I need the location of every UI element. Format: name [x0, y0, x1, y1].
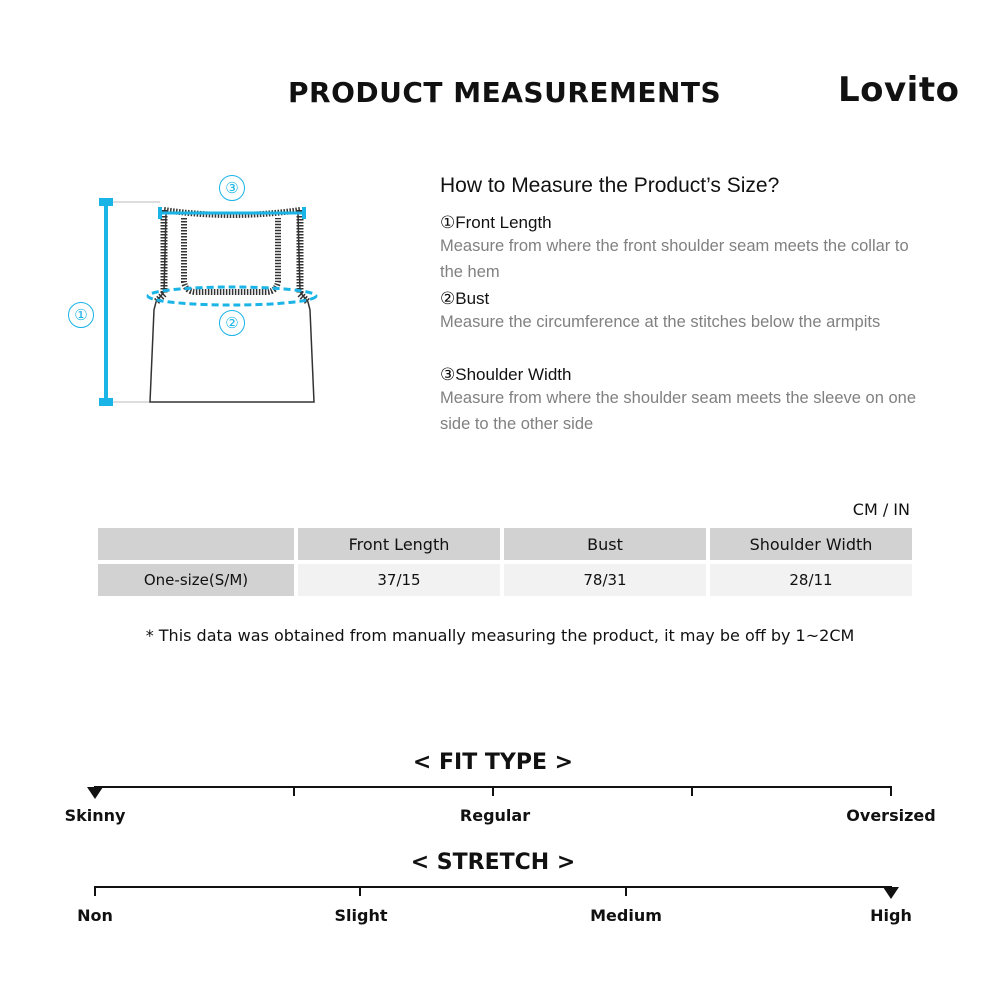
stretch-label-non: Non — [77, 906, 113, 925]
marker-shoulder-width: ③ — [219, 175, 245, 201]
fit-type-tick — [890, 786, 892, 796]
measure-description: Measure from where the shoulder seam meets the sleeve on one side to the other side — [440, 389, 917, 433]
stretch-label-high: High — [870, 906, 912, 925]
stretch-tick — [625, 886, 627, 896]
stretch-tick — [94, 886, 96, 896]
fit-type-label-skinny: Skinny — [64, 806, 126, 825]
measure-description: Measure the circumference at the stitches below the armpits — [440, 313, 881, 331]
left-strap — [156, 210, 164, 302]
fit-type-label-regular: Regular — [459, 806, 531, 825]
how-to-title: How to Measure the Product’s Size? — [440, 174, 780, 197]
fit-type-tick — [691, 786, 693, 796]
table-cell-shoulder-width: 28/11 — [710, 564, 912, 596]
fit-type-tick — [492, 786, 494, 796]
measure-label: ③Shoulder Width — [440, 365, 572, 384]
stretch-label-medium: Medium — [590, 906, 662, 925]
stretch-title: < STRETCH > — [410, 850, 576, 875]
measure-item-bust — [440, 288, 920, 336]
table-cell-bust: 78/31 — [504, 564, 706, 596]
fit-type-title: < FIT TYPE > — [412, 750, 574, 775]
measure-description: Measure from where the front shoulder seam meets the collar to the hem — [440, 237, 909, 281]
table-header-bust: Bust — [504, 528, 706, 560]
stretch-line — [94, 886, 892, 888]
right-strap — [300, 210, 308, 302]
fit-type-selected-marker — [87, 787, 103, 799]
table-row — [98, 564, 912, 596]
unit-label: CM / IN — [852, 500, 910, 519]
table-header-front-length: Front Length — [298, 528, 500, 560]
size-table — [94, 524, 916, 600]
stretch-label-slight: Slight — [334, 906, 388, 925]
marker-front-length: ① — [68, 302, 94, 328]
fit-type-tick — [293, 786, 295, 796]
page-title: PRODUCT MEASUREMENTS — [288, 76, 722, 109]
measure-label: ②Bust — [440, 289, 490, 308]
front-neckline — [184, 218, 278, 292]
tank-top-illustration — [60, 170, 340, 420]
measure-item-front-length — [440, 212, 920, 285]
brand-logo: Lovito — [838, 70, 960, 110]
stretch-tick — [359, 886, 361, 896]
table-header-row — [98, 528, 912, 560]
measurement-note: * This data was obtained from manually measuring the product, it may be off by 1~2CM — [145, 626, 855, 645]
fit-type-label-oversized: Oversized — [846, 806, 936, 825]
table-header-shoulder-width: Shoulder Width — [710, 528, 912, 560]
table-cell-front-length: 37/15 — [298, 564, 500, 596]
marker-bust: ② — [219, 310, 245, 336]
measure-item-shoulder-width — [440, 364, 920, 437]
garment-diagram — [60, 170, 340, 424]
measure-label: ①Front Length — [440, 213, 552, 232]
table-header-blank — [98, 528, 294, 560]
garment-outline — [150, 210, 314, 402]
stretch-selected-marker — [883, 887, 899, 899]
table-row-size: One-size(S/M) — [98, 564, 294, 596]
